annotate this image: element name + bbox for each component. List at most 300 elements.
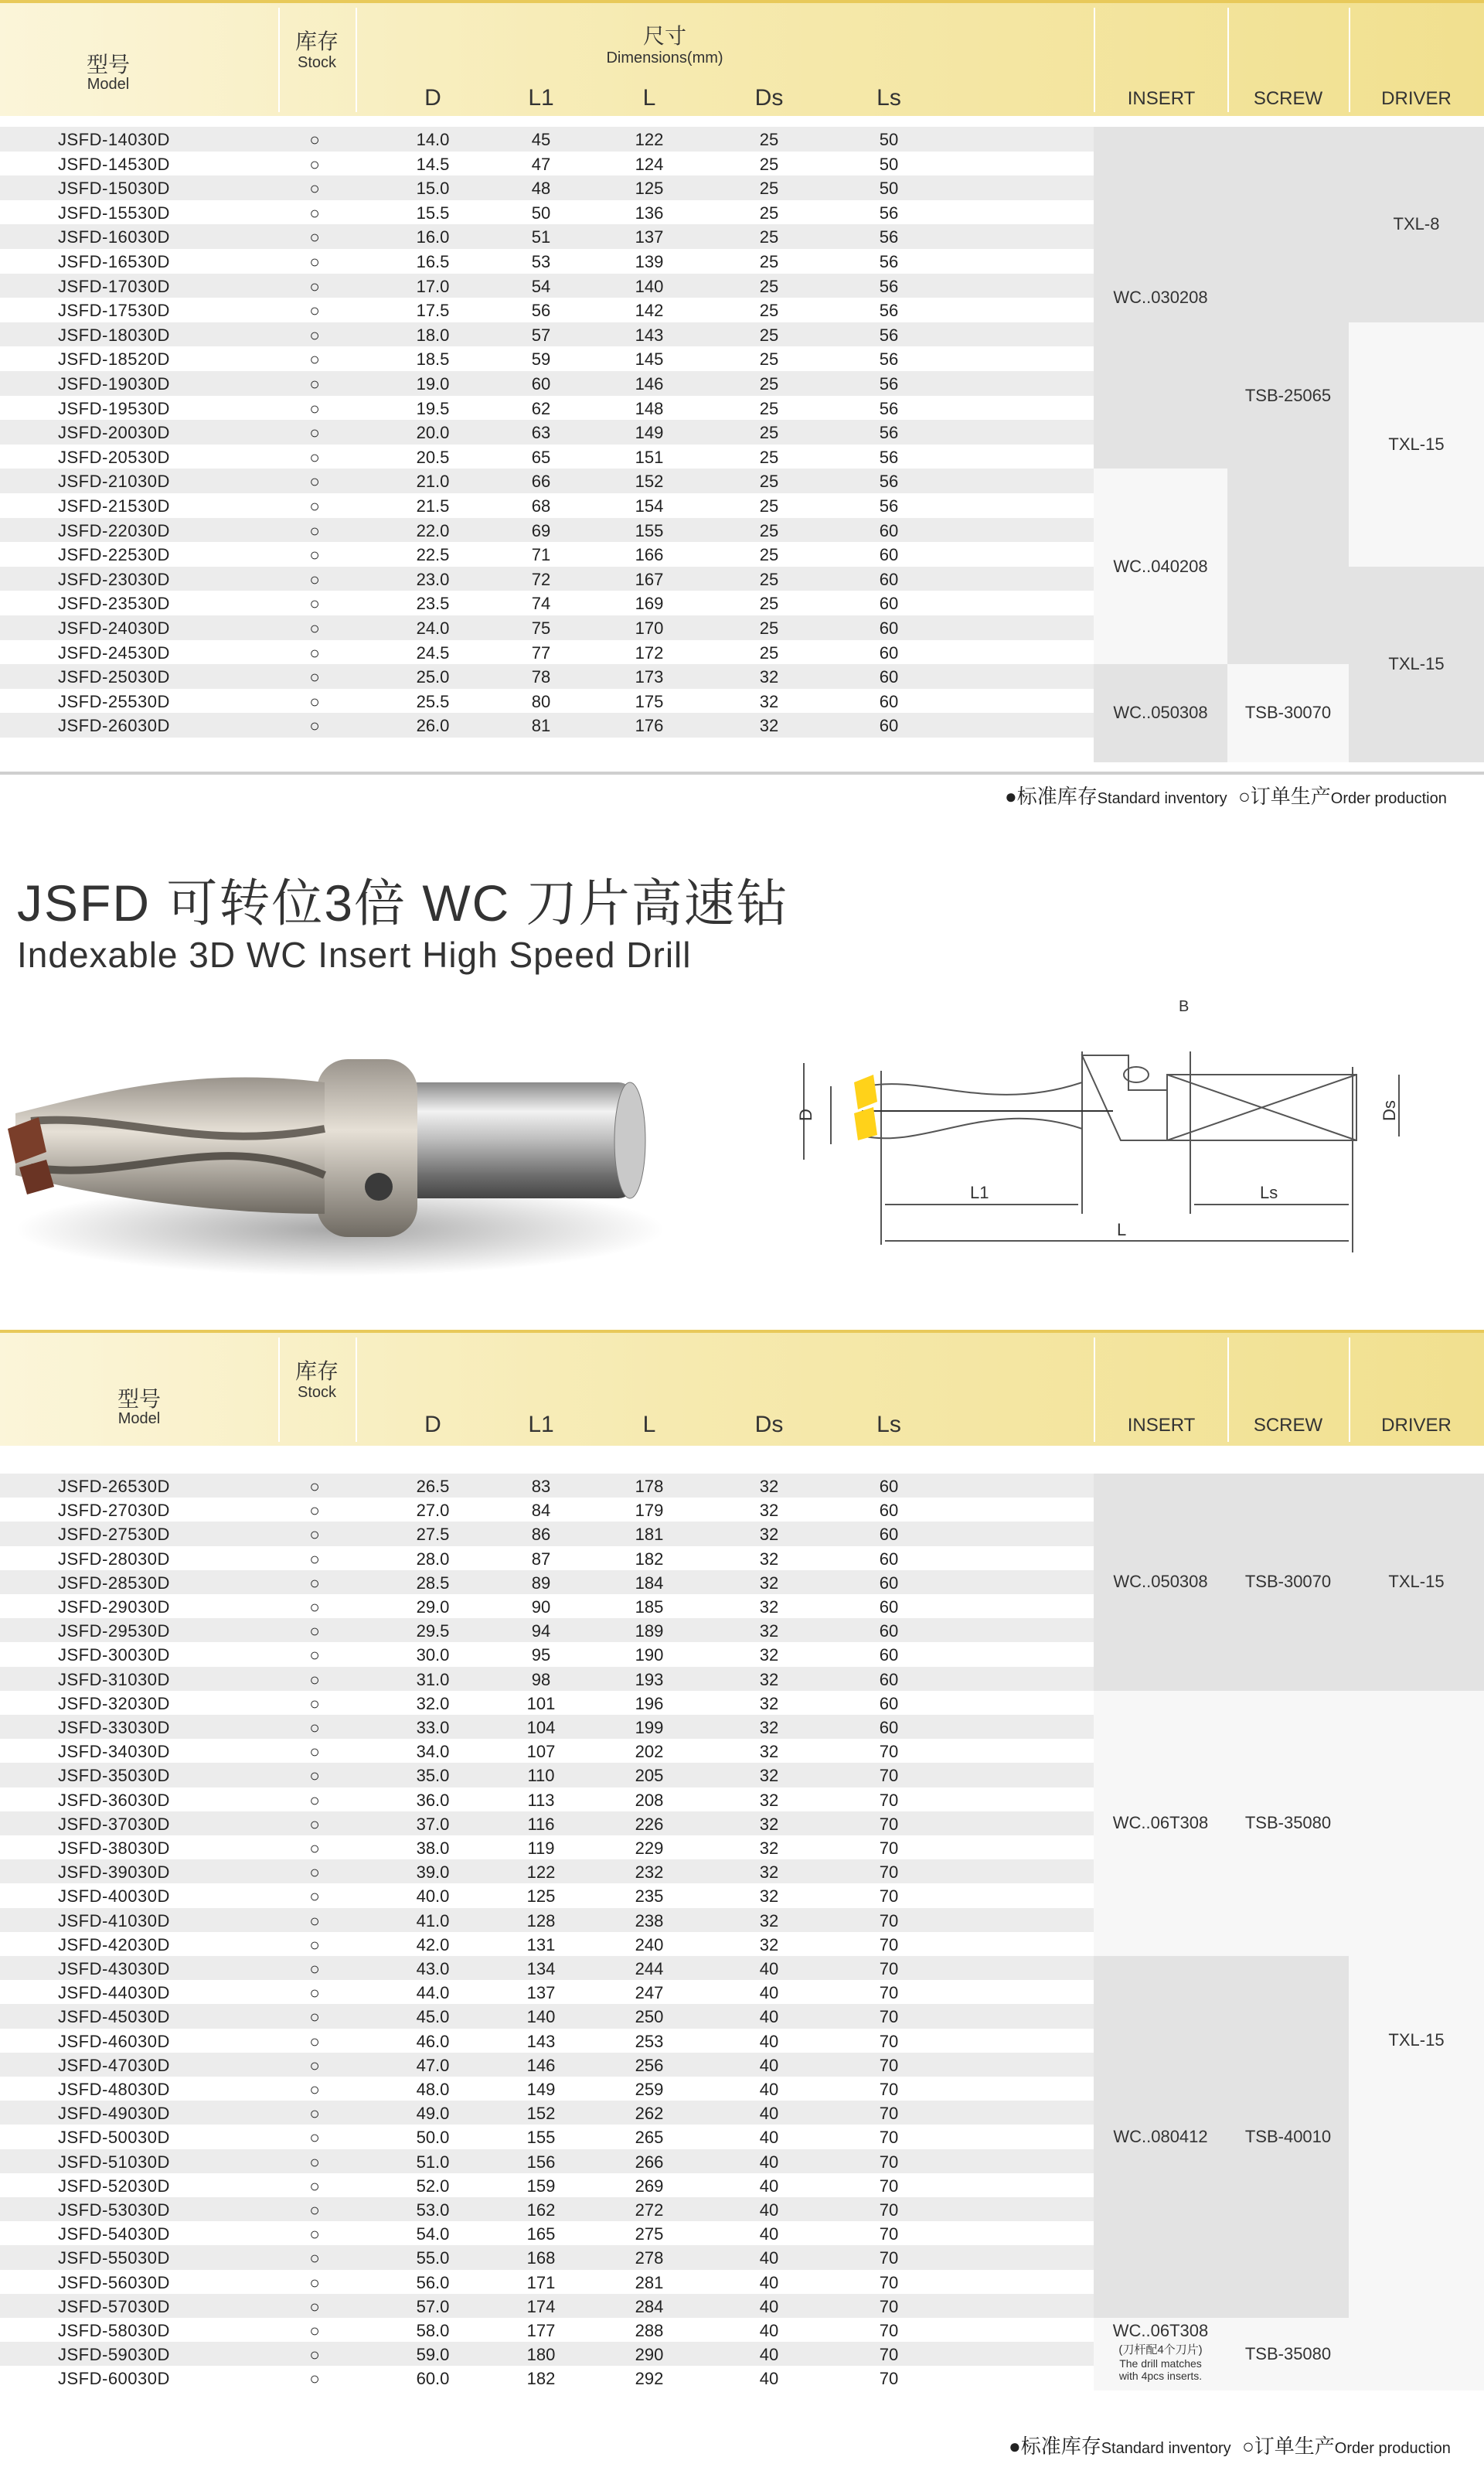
ds-cell: 32: [759, 1886, 779, 1907]
stock-cell: ○: [309, 1477, 320, 1496]
l1-cell: 131: [526, 1934, 556, 1954]
ds-cell: 25: [759, 618, 779, 638]
table-row: [0, 1546, 1098, 1570]
screw-group-content: [1245, 2344, 1331, 2364]
l1-cell: 90: [531, 1597, 551, 1617]
d-cell: 21.0: [416, 472, 450, 492]
table-row: [0, 322, 1098, 347]
drill-flange: [317, 1059, 417, 1237]
ds-cell: 32: [759, 1525, 779, 1545]
l1-cell: 65: [531, 447, 551, 467]
model-cell: JSFD-28530D: [58, 1573, 170, 1593]
d-cell: 59.0: [416, 2345, 450, 2365]
screw-label: TSB-35080: [1244, 2343, 1332, 2363]
ls-cell: 56: [879, 496, 899, 516]
stock-cell: ○: [309, 667, 320, 687]
stock-cell: ○: [309, 545, 320, 565]
stock-cell: ○: [309, 179, 320, 199]
table-row: [0, 493, 1098, 518]
stock-cell: ○: [309, 2248, 320, 2268]
stock-cell: ○: [309, 227, 320, 247]
drawing-label-Ds: Ds: [1380, 1100, 1399, 1121]
stock-cell: ○: [309, 349, 320, 370]
stock-cell: ○: [309, 2200, 320, 2220]
insert-label: WC..030208: [1113, 288, 1208, 308]
insert-group-content: [1113, 703, 1207, 723]
l1-cell: 50: [531, 203, 551, 223]
l-cell: 266: [635, 2152, 664, 2172]
header-L: L: [642, 85, 656, 111]
d-cell: 54.0: [416, 2224, 450, 2244]
driver-group-cell: [1349, 322, 1484, 567]
model-cell: JSFD-54030D: [58, 2224, 170, 2244]
ls-cell: 56: [879, 423, 899, 443]
l1-cell: 128: [526, 1910, 556, 1930]
d-cell: 29.0: [416, 1597, 450, 1617]
ds-cell: 32: [759, 1718, 779, 1737]
l1-cell: 87: [531, 1549, 551, 1569]
l-cell: 199: [635, 1718, 664, 1737]
stock-cell: ○: [309, 1838, 320, 1858]
d-cell: 18.5: [416, 349, 450, 370]
table-row: [0, 1474, 1098, 1498]
l1-cell: 159: [526, 2176, 556, 2196]
stock-cell: ○: [309, 569, 320, 589]
d-cell: 26.0: [416, 716, 450, 736]
drill-dimension-drawing: [788, 997, 1430, 1252]
d-cell: 52.0: [416, 2176, 450, 2196]
l1-cell: 48: [531, 179, 551, 199]
model-cell: JSFD-41030D: [58, 1910, 170, 1930]
l1-cell: 77: [531, 642, 551, 663]
l1-cell: 182: [526, 2369, 556, 2389]
d-cell: 35.0: [416, 1766, 450, 1786]
d-cell: 20.0: [416, 423, 450, 443]
l1-cell: 143: [526, 2031, 556, 2051]
drill-photo: [0, 1036, 680, 1291]
ls-cell: 60: [879, 1573, 899, 1593]
stock-cell: ○: [309, 154, 320, 174]
table-row: [0, 469, 1098, 493]
ls-cell: 70: [879, 1934, 899, 1954]
d-cell: 46.0: [416, 2031, 450, 2051]
insert-group-content: [1113, 1813, 1209, 1833]
stock-cell: ○: [309, 520, 320, 540]
stock-cell: ○: [309, 2224, 320, 2244]
stock-cell: ○: [309, 1742, 320, 1762]
ls-cell: 70: [879, 2321, 899, 2340]
stock-cell: ○: [309, 1766, 320, 1786]
l-cell: 269: [635, 2176, 664, 2196]
l-cell: 256: [635, 2055, 664, 2075]
ls-cell: 70: [879, 1742, 899, 1762]
header-model-cn: 型号: [86, 53, 130, 77]
table-row: [0, 713, 1098, 738]
l-cell: 140: [635, 276, 664, 296]
ds-cell: 40: [759, 2224, 779, 2244]
table-row: [0, 1498, 1098, 1522]
legend-order-cn: ○订单生产: [1242, 2435, 1335, 2458]
table-row: [0, 2101, 1098, 2125]
d-cell: 51.0: [416, 2152, 450, 2172]
header-stock-en: Stock: [297, 54, 337, 71]
ds-cell: 32: [759, 1862, 779, 1883]
ds-cell: 32: [759, 691, 779, 711]
model-cell: JSFD-32030D: [58, 1693, 170, 1713]
l-cell: 151: [635, 447, 664, 467]
d-cell: 25.0: [416, 667, 450, 687]
model-cell: JSFD-50030D: [58, 2128, 170, 2148]
d-cell: 58.0: [416, 2321, 450, 2340]
d-cell: 41.0: [416, 1910, 450, 1930]
table-row: [0, 127, 1098, 152]
model-cell: JSFD-43030D: [58, 1959, 170, 1978]
l1-cell: 51: [531, 227, 551, 247]
header-D: D: [424, 1412, 441, 1437]
table-row: [0, 640, 1098, 665]
d-cell: 26.5: [416, 1477, 450, 1496]
drawing-label-L: L: [1117, 1220, 1127, 1239]
header-stock-en: Stock: [297, 1384, 337, 1401]
l1-cell: 146: [526, 2055, 556, 2075]
d-cell: 24.5: [416, 642, 450, 663]
d-cell: 17.5: [416, 301, 450, 321]
table-row: [0, 1667, 1098, 1691]
table-row: [0, 200, 1098, 225]
l1-cell: 72: [531, 569, 551, 589]
header-L1: L1: [528, 1412, 554, 1437]
table-row: [0, 1691, 1098, 1715]
stock-cell: ○: [309, 1814, 320, 1834]
screw-group-cell: [1227, 1474, 1349, 1691]
ls-cell: 60: [879, 667, 899, 687]
insert-label: WC..06T308: [1112, 1813, 1209, 1833]
stock-cell: ○: [309, 2369, 320, 2389]
l-cell: 193: [635, 1669, 664, 1689]
l1-cell: 60: [531, 374, 551, 394]
l1-cell: 98: [531, 1669, 551, 1689]
d-cell: 32.0: [416, 1693, 450, 1713]
table-row: [0, 2029, 1098, 2053]
d-cell: 28.0: [416, 1549, 450, 1569]
table-row: [0, 1618, 1098, 1642]
model-cell: JSFD-23030D: [58, 569, 170, 589]
ds-cell: 25: [759, 472, 779, 492]
inventory-legend: [1005, 781, 1447, 809]
screw-group-content: [1245, 1813, 1331, 1833]
model-cell: JSFD-36030D: [58, 1790, 170, 1810]
l1-cell: 104: [526, 1718, 556, 1737]
ds-cell: 25: [759, 594, 779, 614]
model-cell: JSFD-14530D: [58, 154, 170, 174]
ds-cell: 40: [759, 2007, 779, 2027]
l-cell: 292: [635, 2369, 664, 2389]
d-cell: 21.5: [416, 496, 450, 516]
ls-cell: 70: [879, 1790, 899, 1810]
ls-cell: 70: [879, 2345, 899, 2365]
l1-cell: 168: [526, 2248, 556, 2268]
insert-group-cell: [1094, 1956, 1227, 2318]
ds-cell: 32: [759, 1910, 779, 1930]
d-cell: 20.5: [416, 447, 450, 467]
screw-group-content: [1245, 2127, 1331, 2147]
ls-cell: 60: [879, 1621, 899, 1641]
table-row: [0, 1594, 1098, 1618]
table-row: [0, 2053, 1098, 2077]
ls-cell: 70: [879, 2055, 899, 2075]
table-row: [0, 2270, 1098, 2294]
l-cell: 176: [635, 716, 664, 736]
model-cell: JSFD-21530D: [58, 496, 170, 516]
table-row: [0, 1835, 1098, 1859]
l-cell: 281: [635, 2272, 664, 2292]
model-cell: JSFD-25030D: [58, 667, 170, 687]
table-row: [0, 2366, 1098, 2390]
driver-group-cell: [1349, 1474, 1484, 1691]
ls-cell: 60: [879, 1669, 899, 1689]
ls-cell: 70: [879, 1838, 899, 1858]
ls-cell: 70: [879, 1814, 899, 1834]
l1-cell: 68: [531, 496, 551, 516]
table-row: [0, 1908, 1098, 1932]
d-cell: 23.5: [416, 594, 450, 614]
screw-label: TSB-40010: [1244, 2127, 1332, 2146]
legend-standard-en: Standard inventory: [1101, 2440, 1231, 2457]
l-cell: 278: [635, 2248, 664, 2268]
ls-cell: 56: [879, 252, 899, 271]
ls-cell: 60: [879, 1525, 899, 1545]
screw-group-content: [1245, 703, 1331, 723]
ls-cell: 56: [879, 227, 899, 247]
d-cell: 16.0: [416, 227, 450, 247]
table-row: [0, 1811, 1098, 1835]
d-cell: 24.0: [416, 618, 450, 638]
driver-group-content: [1394, 214, 1440, 234]
screw-label: TSB-30070: [1244, 1572, 1332, 1592]
l1-cell: 101: [526, 1693, 556, 1713]
l-cell: 262: [635, 2104, 664, 2124]
l1-cell: 140: [526, 2007, 556, 2027]
screw-group-cell: [1227, 1691, 1349, 1956]
stock-cell: ○: [309, 2055, 320, 2075]
model-cell: JSFD-15030D: [58, 179, 170, 199]
ds-cell: 32: [759, 1934, 779, 1954]
l-cell: 196: [635, 1693, 664, 1713]
ds-cell: 40: [759, 2369, 779, 2389]
stock-cell: ○: [309, 374, 320, 394]
ds-cell: 25: [759, 520, 779, 540]
ds-cell: 25: [759, 642, 779, 663]
ls-cell: 70: [879, 2152, 899, 2172]
ls-cell: 60: [879, 520, 899, 540]
table-row: [0, 396, 1098, 421]
l-cell: 284: [635, 2296, 664, 2316]
d-cell: 16.5: [416, 252, 450, 271]
l-cell: 288: [635, 2321, 664, 2340]
ds-cell: 25: [759, 154, 779, 174]
table-row: [0, 1932, 1098, 1956]
d-cell: 50.0: [416, 2128, 450, 2148]
l-cell: 148: [635, 398, 664, 418]
stock-cell: ○: [309, 2031, 320, 2051]
model-cell: JSFD-25530D: [58, 691, 170, 711]
header-stock-cn: 库存: [294, 29, 339, 53]
stock-cell: ○: [309, 1549, 320, 1569]
l-cell: 232: [635, 1862, 664, 1883]
d-cell: 27.5: [416, 1525, 450, 1545]
d-cell: 56.0: [416, 2272, 450, 2292]
screw-label: TSB-35080: [1244, 1813, 1332, 1833]
header-driver: DRIVER: [1381, 1415, 1452, 1436]
table-row: [0, 175, 1098, 200]
ls-cell: 60: [879, 1718, 899, 1737]
ds-cell: 25: [759, 252, 779, 271]
d-cell: 22.5: [416, 545, 450, 565]
l1-cell: 81: [531, 716, 551, 736]
driver-group-cell: [1349, 127, 1484, 322]
ds-cell: 40: [759, 2345, 779, 2365]
d-cell: 17.0: [416, 276, 450, 296]
stock-cell: ○: [309, 618, 320, 638]
header-model-cn: 型号: [117, 1387, 161, 1411]
d-cell: 40.0: [416, 1886, 450, 1907]
stock-cell: ○: [309, 2128, 320, 2148]
l-cell: 208: [635, 1790, 664, 1810]
header-L1: L1: [528, 85, 554, 111]
model-cell: JSFD-15530D: [58, 203, 170, 223]
screw-group-cell: [1227, 1956, 1349, 2318]
ds-cell: 40: [759, 2152, 779, 2172]
legend-standard-cn: ●标准库存: [1009, 2435, 1101, 2458]
ds-cell: 25: [759, 227, 779, 247]
model-cell: JSFD-39030D: [58, 1862, 170, 1883]
inventory-legend-bottom: [1009, 2431, 1451, 2459]
model-cell: JSFD-34030D: [58, 1742, 170, 1762]
d-cell: 14.5: [416, 154, 450, 174]
l1-cell: 171: [526, 2272, 556, 2292]
ls-cell: 56: [879, 447, 899, 467]
l-cell: 235: [635, 1886, 664, 1907]
l1-cell: 94: [531, 1621, 551, 1641]
l1-cell: 95: [531, 1645, 551, 1665]
ds-cell: 25: [759, 325, 779, 345]
ds-cell: 40: [759, 2200, 779, 2220]
ds-cell: 25: [759, 545, 779, 565]
l1-cell: 66: [531, 472, 551, 492]
drawing-label-D: D: [796, 1109, 815, 1121]
stock-cell: ○: [309, 447, 320, 467]
l1-cell: 74: [531, 594, 551, 614]
table-row: [0, 420, 1098, 445]
stock-cell: ○: [309, 2272, 320, 2292]
d-cell: 49.0: [416, 2104, 450, 2124]
ls-cell: 56: [879, 472, 899, 492]
drawing-label-L1: L1: [970, 1183, 989, 1202]
l-cell: 166: [635, 545, 664, 565]
l-cell: 253: [635, 2031, 664, 2051]
l-cell: 139: [635, 252, 664, 271]
table-row: [0, 1763, 1098, 1787]
table-row: [0, 1859, 1098, 1883]
l-cell: 265: [635, 2128, 664, 2148]
table-row: [0, 2221, 1098, 2245]
stock-cell: ○: [309, 325, 320, 345]
stock-cell: ○: [309, 1886, 320, 1907]
d-cell: 33.0: [416, 1718, 450, 1737]
ls-cell: 60: [879, 716, 899, 736]
stock-cell: ○: [309, 301, 320, 321]
ls-cell: 70: [879, 2128, 899, 2148]
ls-cell: 56: [879, 325, 899, 345]
header-dims-en: Dimensions(mm): [606, 49, 723, 66]
header-screw: SCREW: [1253, 88, 1323, 109]
d-cell: 15.0: [416, 179, 450, 199]
model-cell: JSFD-26030D: [58, 716, 170, 736]
l-cell: 229: [635, 1838, 664, 1858]
model-cell: JSFD-21030D: [58, 472, 170, 492]
ds-cell: 32: [759, 1573, 779, 1593]
l-cell: 259: [635, 2080, 664, 2099]
l-cell: 240: [635, 1934, 664, 1954]
l-cell: 155: [635, 520, 664, 540]
table-row: [0, 2318, 1098, 2342]
l1-cell: 156: [526, 2152, 556, 2172]
l-cell: 184: [635, 1573, 664, 1593]
ds-cell: 32: [759, 1669, 779, 1689]
driver-group-content: [1388, 434, 1444, 455]
l1-cell: 80: [531, 691, 551, 711]
l1-cell: 125: [526, 1886, 556, 1907]
model-cell: JSFD-22030D: [58, 520, 170, 540]
stock-cell: ○: [309, 1693, 320, 1713]
legend-standard-en: Standard inventory: [1097, 790, 1227, 807]
ds-cell: 32: [759, 1742, 779, 1762]
l1-cell: 75: [531, 618, 551, 638]
ds-cell: 40: [759, 2055, 779, 2075]
ls-cell: 60: [879, 594, 899, 614]
l1-cell: 71: [531, 545, 551, 565]
screw-group-content: [1245, 1572, 1331, 1592]
insert-note-en: The drill matches with 4pcs inserts.: [1118, 2357, 1203, 2382]
d-cell: 28.5: [416, 1573, 450, 1593]
ls-cell: 70: [879, 1959, 899, 1978]
insert-label: WC..040208: [1113, 556, 1208, 576]
stock-cell: ○: [309, 1959, 320, 1978]
table-row: [0, 689, 1098, 714]
ls-cell: 60: [879, 1597, 899, 1617]
model-cell: JSFD-35030D: [58, 1766, 170, 1786]
ls-cell: 60: [879, 1477, 899, 1496]
ls-cell: 56: [879, 203, 899, 223]
l-cell: 152: [635, 472, 664, 492]
ls-cell: 56: [879, 374, 899, 394]
d-cell: 48.0: [416, 2080, 450, 2099]
l-cell: 136: [635, 203, 664, 223]
l1-cell: 177: [526, 2321, 556, 2340]
ds-cell: 25: [759, 276, 779, 296]
l1-cell: 86: [531, 1525, 551, 1545]
d-cell: 25.5: [416, 691, 450, 711]
l1-cell: 83: [531, 1477, 551, 1496]
screw-group-content: [1245, 386, 1331, 406]
table-row: [0, 1642, 1098, 1666]
stock-cell: ○: [309, 472, 320, 492]
l1-cell: 155: [526, 2128, 556, 2148]
driver-label: TXL-15: [1388, 654, 1445, 674]
d-cell: 14.0: [416, 130, 450, 149]
d-cell: 37.0: [416, 1814, 450, 1834]
l-cell: 247: [635, 1983, 664, 2003]
